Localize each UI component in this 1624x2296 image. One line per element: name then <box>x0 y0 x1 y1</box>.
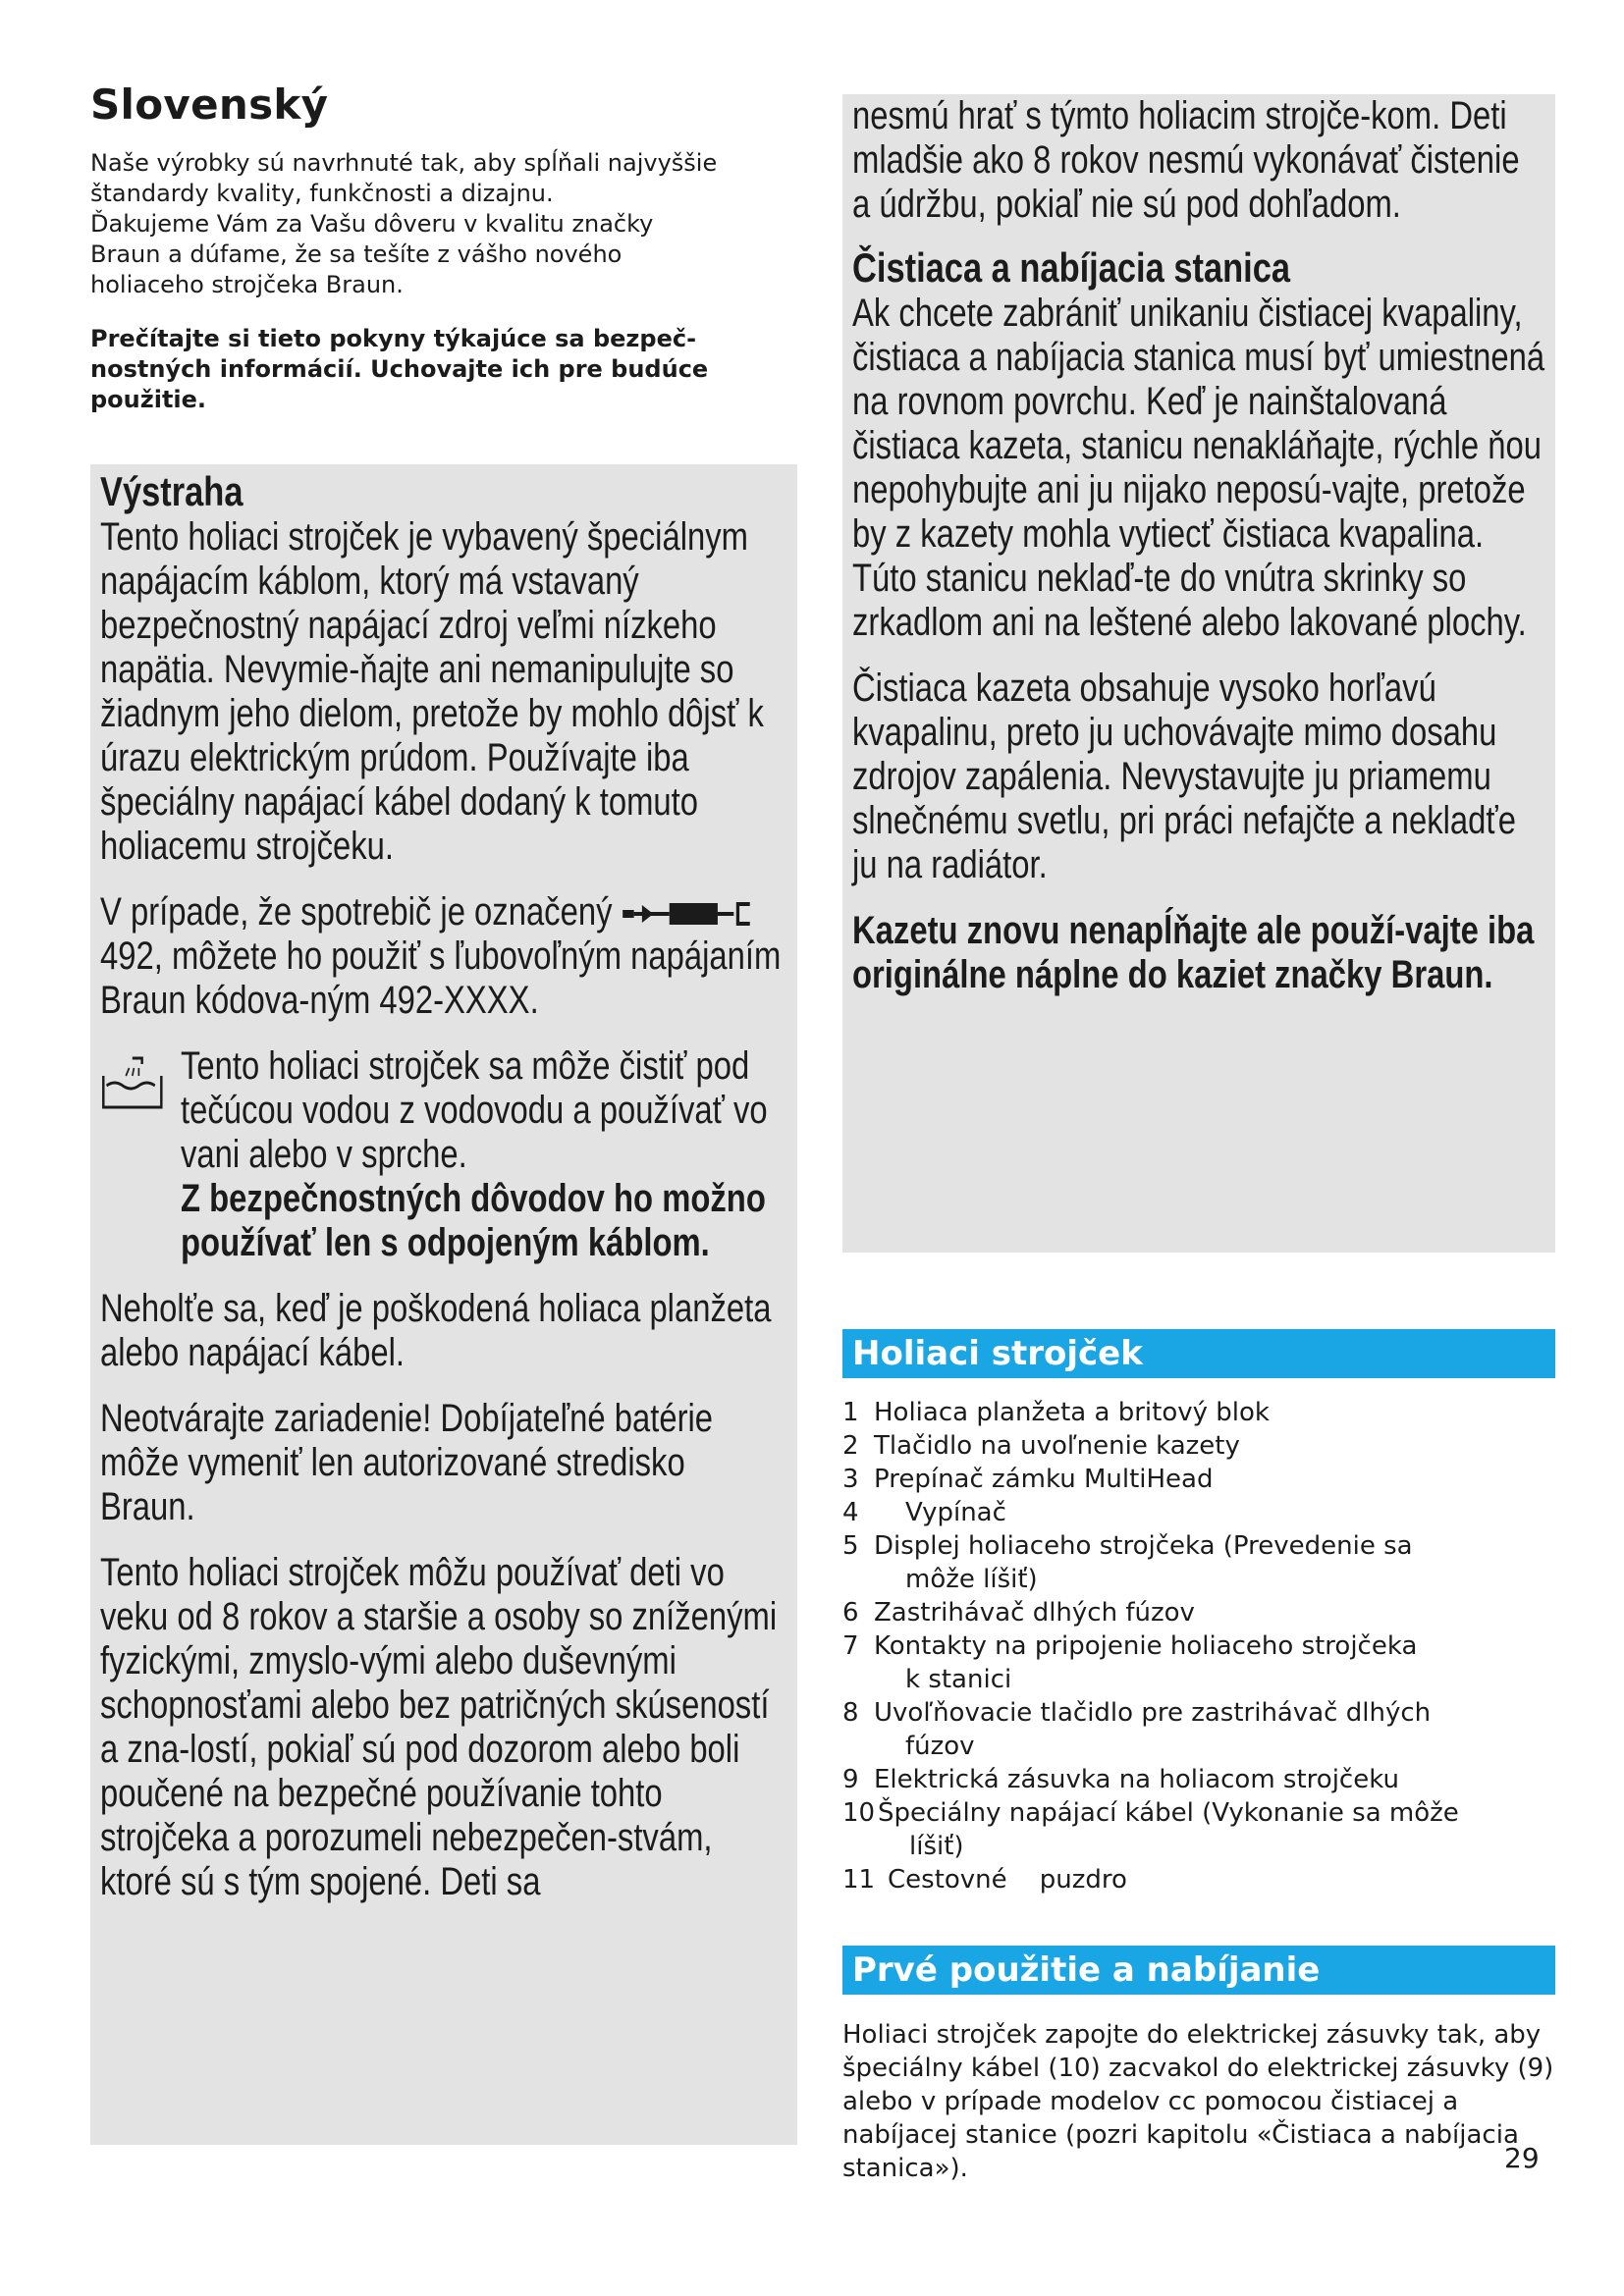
list-item: 1 Holiaca planžeta a britový blok <box>842 1398 1270 1427</box>
warning-title: Výstraha <box>100 468 244 514</box>
water-usage-note <box>100 1044 787 1265</box>
list-item: 11 Cestovné puzdro <box>842 1865 1127 1895</box>
intro-line: Ďakujeme Vám za Vašu dôveru v kvalitu značky <box>90 210 654 238</box>
warning-paragraph: Tento holiaci strojček môžu používať deti vo veku od 8 rokov a staršie a osoby so zníženými fyzickými, zmyslo-vými alebo duševnými schopnosťami alebo bez patričných skúseností a zna-lostí, pokiaľ sú pod dozorom alebo boli poučené na bezpečné používanie tohto strojčeka a porozumeli nebezpečen-stvám, ktoré sú s tým spojené. Deti sa <box>100 1551 778 1903</box>
list-item: 8 Uvoľňovacie tlačidlo pre zastrihávač dlhých fúzov <box>842 1698 1432 1761</box>
intro-line: Naše výrobky sú navrhnuté tak, aby spĺňali najvyššie <box>90 149 718 177</box>
first-use-section-header: Prvé použitie a nabíjanie <box>842 1946 1555 1995</box>
safety-notice-line: nostných informácií. Uchovajte ich pre budúce <box>90 355 709 383</box>
safety-notice-line: Prečítajte si tieto pokyny týkajúce sa bezpeč- <box>90 325 697 352</box>
warning-text: 492, môžete ho použiť s ľubovoľným napájaním Braun kódova-ným 492-XXXX. <box>100 934 782 1022</box>
station-title: Čistiaca a nabíjacia stanica <box>852 244 1291 291</box>
warning-box-continued <box>842 94 1555 1253</box>
list-item: 6 Zastrihávač dlhých fúzov <box>842 1598 1195 1628</box>
warning-box <box>90 464 797 2145</box>
power-plug-icon <box>622 899 783 929</box>
page-title: Slovenský <box>90 80 329 129</box>
warning-paragraph: Neholťe sa, keď je poškodená holiaca planžeta alebo napájací kábel. <box>100 1287 772 1374</box>
warning-text: V prípade, že spotrebič je označený <box>100 890 613 934</box>
list-item: 3 Prepínač zámku MultiHead <box>842 1465 1214 1494</box>
list-item: 9 Elektrická zásuvka na holiacom strojčeku <box>842 1765 1399 1794</box>
intro-line: štandardy kvality, funkčnosti a dizajnu. <box>90 180 554 207</box>
list-item: 5 Displej holiaceho strojčeka (Prevedenie sa môže líšiť) <box>842 1531 1413 1594</box>
list-item: 4 Vypínač <box>842 1498 1006 1527</box>
warning-paragraph: Neotvárajte zariadenie! Dobíjateľné batérie môže vymeniť len autorizované stredisko Braun. <box>100 1397 714 1528</box>
warning-paragraph-plug <box>100 890 787 1023</box>
safety-notice-line: použitie. <box>90 386 207 413</box>
warning-paragraph: Tento holiaci strojček sa môže čistiť pod tečúcou vodou z vodovodu a používať vo vani alebo v sprche. <box>181 1044 768 1176</box>
warning-emphasis: Kazetu znovu nenapĺňajte ale použí-vajte iba originálne náplne do kaziet značky Braun. <box>852 909 1535 996</box>
intro-line: Braun a dúfame, že sa tešíte z vášho nového <box>90 240 623 268</box>
list-item: 7 Kontakty na pripojenie holiaceho strojčeka k stanici <box>842 1631 1418 1694</box>
parts-list <box>842 1396 1555 1896</box>
warning-paragraph: Tento holiaci strojček je vybavený špeciálnym napájacím káblom, ktorý má vstavaný bezpečnostný napájací zdroj veľmi nízkeho napätia. Nevymie-ňajte ani nemanipulujte so žiadnym jeho dielom, pretože by mohlo dôjsť k úrazu elektrickým prúdom. Používajte iba špeciálny napájací kábel dodaný k tomuto holiacemu strojčeku. <box>100 515 764 868</box>
first-use-text: Holiaci strojček zapojte do elektrickej zásuvky tak, aby špeciálny kábel (10) zacvakol do elektrickej zásuvky (9) alebo v prípade modelov cc pomocou čistiacej a nabíjacej stanice (pozri kapitolu «Čistiaca a nabíjacia stanica»). <box>842 2020 1554 2183</box>
right-column <box>842 94 1555 2185</box>
warning-paragraph: nesmú hrať s týmto holiacim strojče-kom. Deti mladšie ako 8 rokov nesmú vykonávať čistenie a údržbu, pokiaľ nie sú pod dohľadom. <box>852 94 1520 226</box>
warning-paragraph: Čistiaca kazeta obsahuje vysoko horľavú kvapalinu, preto ju uchovávajte mimo dosahu zdrojov zapálenia. Nevystavujte ju priamemu slnečnému svetlu, pri práci nefajčte a nekladťe ju na radiátor. <box>852 667 1516 886</box>
list-item: 10 Špeciálny napájací kábel (Vykonanie sa môže líšiť) <box>842 1798 1459 1861</box>
safety-notice <box>90 324 797 415</box>
warning-paragraph: Ak chcete zabrániť unikaniu čistiacej kvapaliny, čistiaca a nabíjacia stanica musí byť umiestnená na rovnom povrchu. Keď je nainštalovaná čistiaca kazeta, stanicu nenakláňajte, rýchle ňou nepohybujte ani ju nijako neposú-vajte, pretože by z kazety mohla vytiecť čistiaca kvapalina. Túto stanicu neklaď-te do vnútra skrinky so zrkadlom ani na leštené alebo lakované plochy. <box>852 292 1545 644</box>
page-number: 29 <box>1504 2142 1540 2174</box>
list-item: 2 Tlačidlo na uvoľnenie kazety <box>842 1431 1240 1461</box>
parts-section-header: Holiaci strojček <box>842 1329 1555 1378</box>
left-column <box>90 80 797 2145</box>
intro-text <box>90 148 797 300</box>
intro-line: holiaceho strojčeka Braun. <box>90 271 404 298</box>
shower-bath-icon <box>100 1044 181 1265</box>
warning-emphasis: Z bezpečnostných dôvodov ho možno používať len s odpojeným káblom. <box>181 1177 766 1264</box>
